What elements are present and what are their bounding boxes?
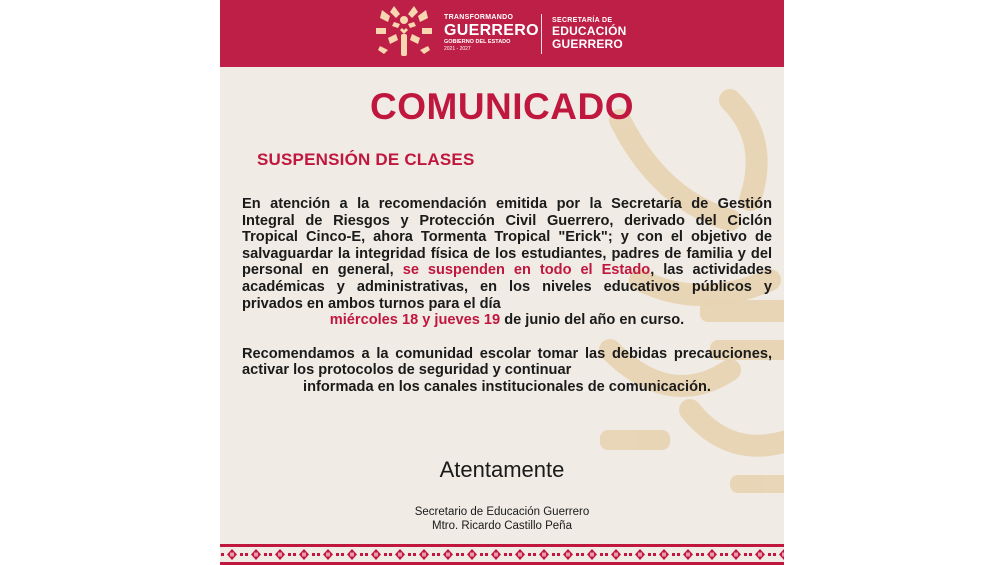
paragraph-1-part-2: , las actividades académicas y administrativas, en los niveles educativos públicos y privados en ambos turnos para el día (242, 262, 772, 312)
signature-block (220, 505, 784, 533)
government-logo-text (444, 14, 539, 53)
signature-title: Secretario de Educación Guerrero (414, 506, 590, 518)
page-title: COMUNICADO (370, 86, 634, 127)
header-banner (220, 0, 784, 67)
paragraph-1 (242, 196, 772, 312)
communique-body (242, 196, 772, 396)
paragraph-2-last-line: informada en los canales institucionales de comunicación. (303, 378, 711, 395)
secretariat-logo-text (552, 16, 626, 51)
secretariat-line-1: EDUCACIÓN (552, 24, 627, 38)
header-divider (541, 14, 542, 54)
paragraph-1-part-3: de junio del año en curso. (500, 312, 685, 329)
gov-tagline: TRANSFORMANDO (444, 14, 514, 21)
secretariat-line-2: GUERRERO (552, 37, 623, 51)
paragraph-1-last-line (242, 312, 772, 329)
paragraph-2: Recomendamos a la comunidad escolar tomar las debidas precauciones, activar los protocolos de seguridad y continuar (242, 345, 772, 379)
page-subtitle: SUSPENSIÓN DE CLASES (257, 150, 475, 169)
gov-subtitle: GOBIERNO DEL ESTADO (444, 39, 511, 45)
communique-sheet (220, 0, 784, 565)
closing-salutation: Atentamente (439, 457, 565, 482)
gov-name: GUERRERO (444, 22, 539, 39)
paragraph-1-part-1: En atención a la recomendación emitida por la Secretaría de Gestión Integral de Riesgos y Protección Civil Guerrero, derivado del Ciclón Tropical Cinco-E, ahora Tormenta Tropical "Erick"; y con el objetivo de salvaguardar la integridad física de los estudiantes, padres de familia y del personal en general, (242, 196, 772, 279)
guerrero-emblem-icon (372, 4, 436, 62)
paragraph-1-highlight-2: miércoles 18 y jueves 19 (329, 312, 501, 329)
paragraph-1-highlight-1: se suspenden en todo el Estado (402, 262, 651, 279)
signature-name: Mtro. Ricardo Castillo Peña (432, 520, 572, 532)
gov-years: 2021 - 2027 (444, 46, 471, 52)
embroidery-border (220, 544, 784, 565)
secretariat-label: SECRETARÍA DE (552, 17, 613, 24)
